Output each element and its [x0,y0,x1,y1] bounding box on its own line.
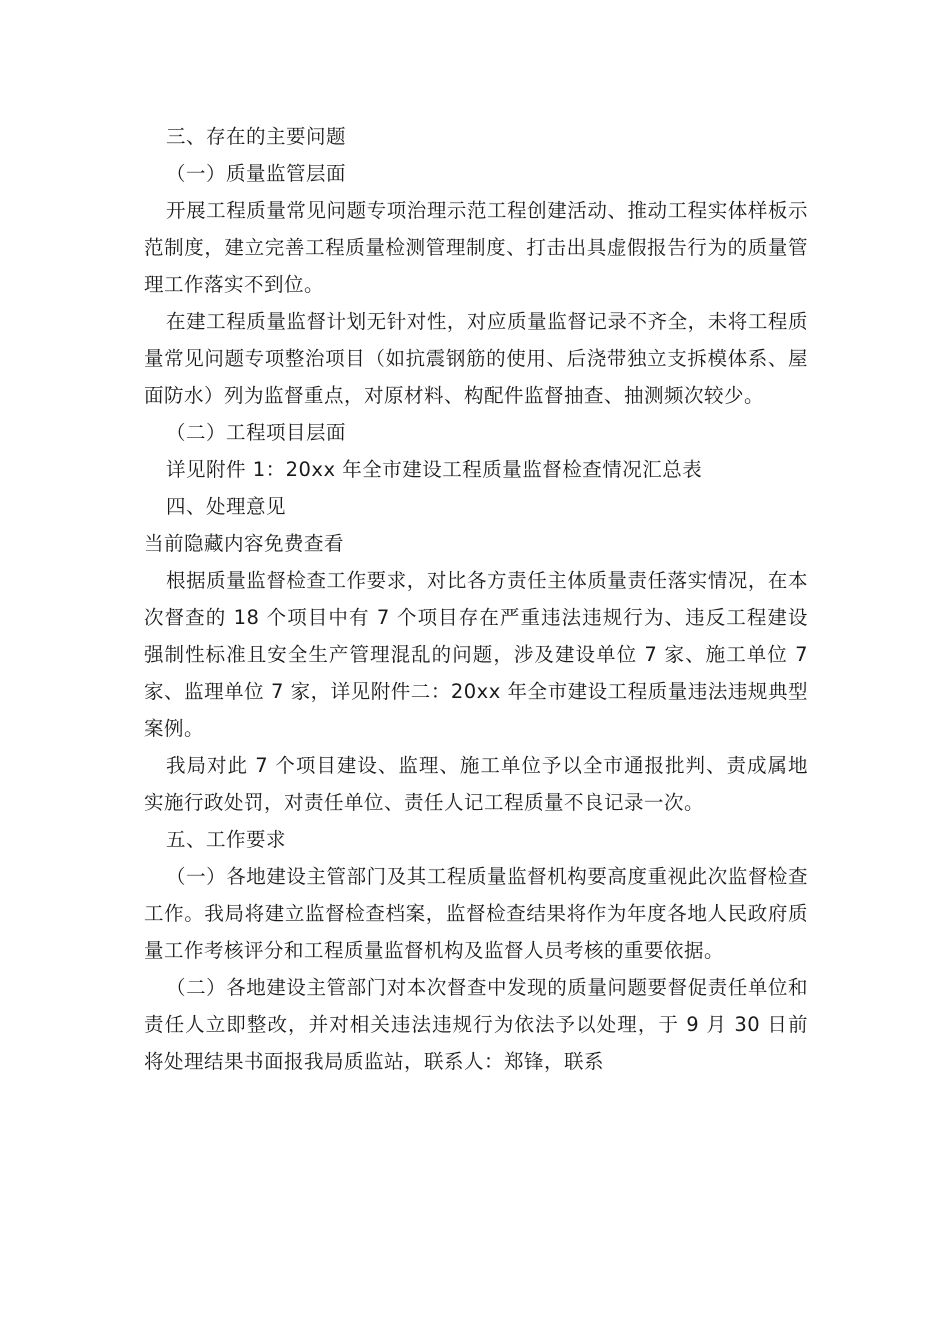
paragraph-requirement-two: （二）各地建设主管部门对本次督查中发现的质量问题要督促责任单位和责任人立即整改，并对相关违法违规行为依法予以处理，于 9 月 30 日前将处理结果书面报我局质监站，联系人：郑锋，联系 [144,976,808,1073]
subsection-heading-supervision: （一）质量监管层面 [166,162,347,185]
paragraph-requirement-one: （一）各地建设主管部门及其工程质量监督机构要高度重视此次监督检查工作。我局将建立监督检查档案，监督检查结果将作为年度各地人民政府质量工作考核评分和工程质量监督机构及监督人员考核的重要依据。 [144,865,808,962]
document-body [144,118,808,1080]
attachment-reference-line: 详见附件 1：20xx 年全市建设工程质量监督检查情况汇总表 [166,458,703,481]
section-heading-handling: 四、处理意见 [166,495,287,518]
section-heading-requirements: 五、工作要求 [166,828,287,851]
paragraph-inspection-results: 根据质量监督检查工作要求，对比各方责任主体质量责任落实情况，在本次督查的 18 个项目中有 7 个项目存在严重违法违规行为、违反工程建设强制性标准且安全生产管理混乱的问题，涉及建设单位 7 家、施工单位 7 家、监理单位 7 家，详见附件二：20xx 年全市建设工程质量违法违规典型案例。 [144,569,808,740]
paragraph-monitoring-plan: 在建工程质量监督计划无针对性，对应质量监督记录不齐全，未将工程质量常见问题专项整治项目（如抗震钢筋的使用、后浇带独立支拆模体系、屋面防水）列为监督重点，对原材料、构配件监督抽查、抽测频次较少。 [144,310,808,407]
paragraph-penalties: 我局对此 7 个项目建设、监理、施工单位予以全市通报批判、责成属地实施行政处罚，对责任单位、责任人记工程质量不良记录一次。 [144,754,808,814]
subsection-heading-projects: （二）工程项目层面 [166,421,347,444]
hidden-content-notice[interactable]: 当前隐藏内容免费查看 [144,532,345,555]
paragraph-supervision-issues: 开展工程质量常见问题专项治理示范工程创建活动、推动工程实体样板示范制度，建立完善工程质量检测管理制度、打击出具虚假报告行为的质量管理工作落实不到位。 [144,199,808,296]
section-heading-problems: 三、存在的主要问题 [166,125,347,148]
